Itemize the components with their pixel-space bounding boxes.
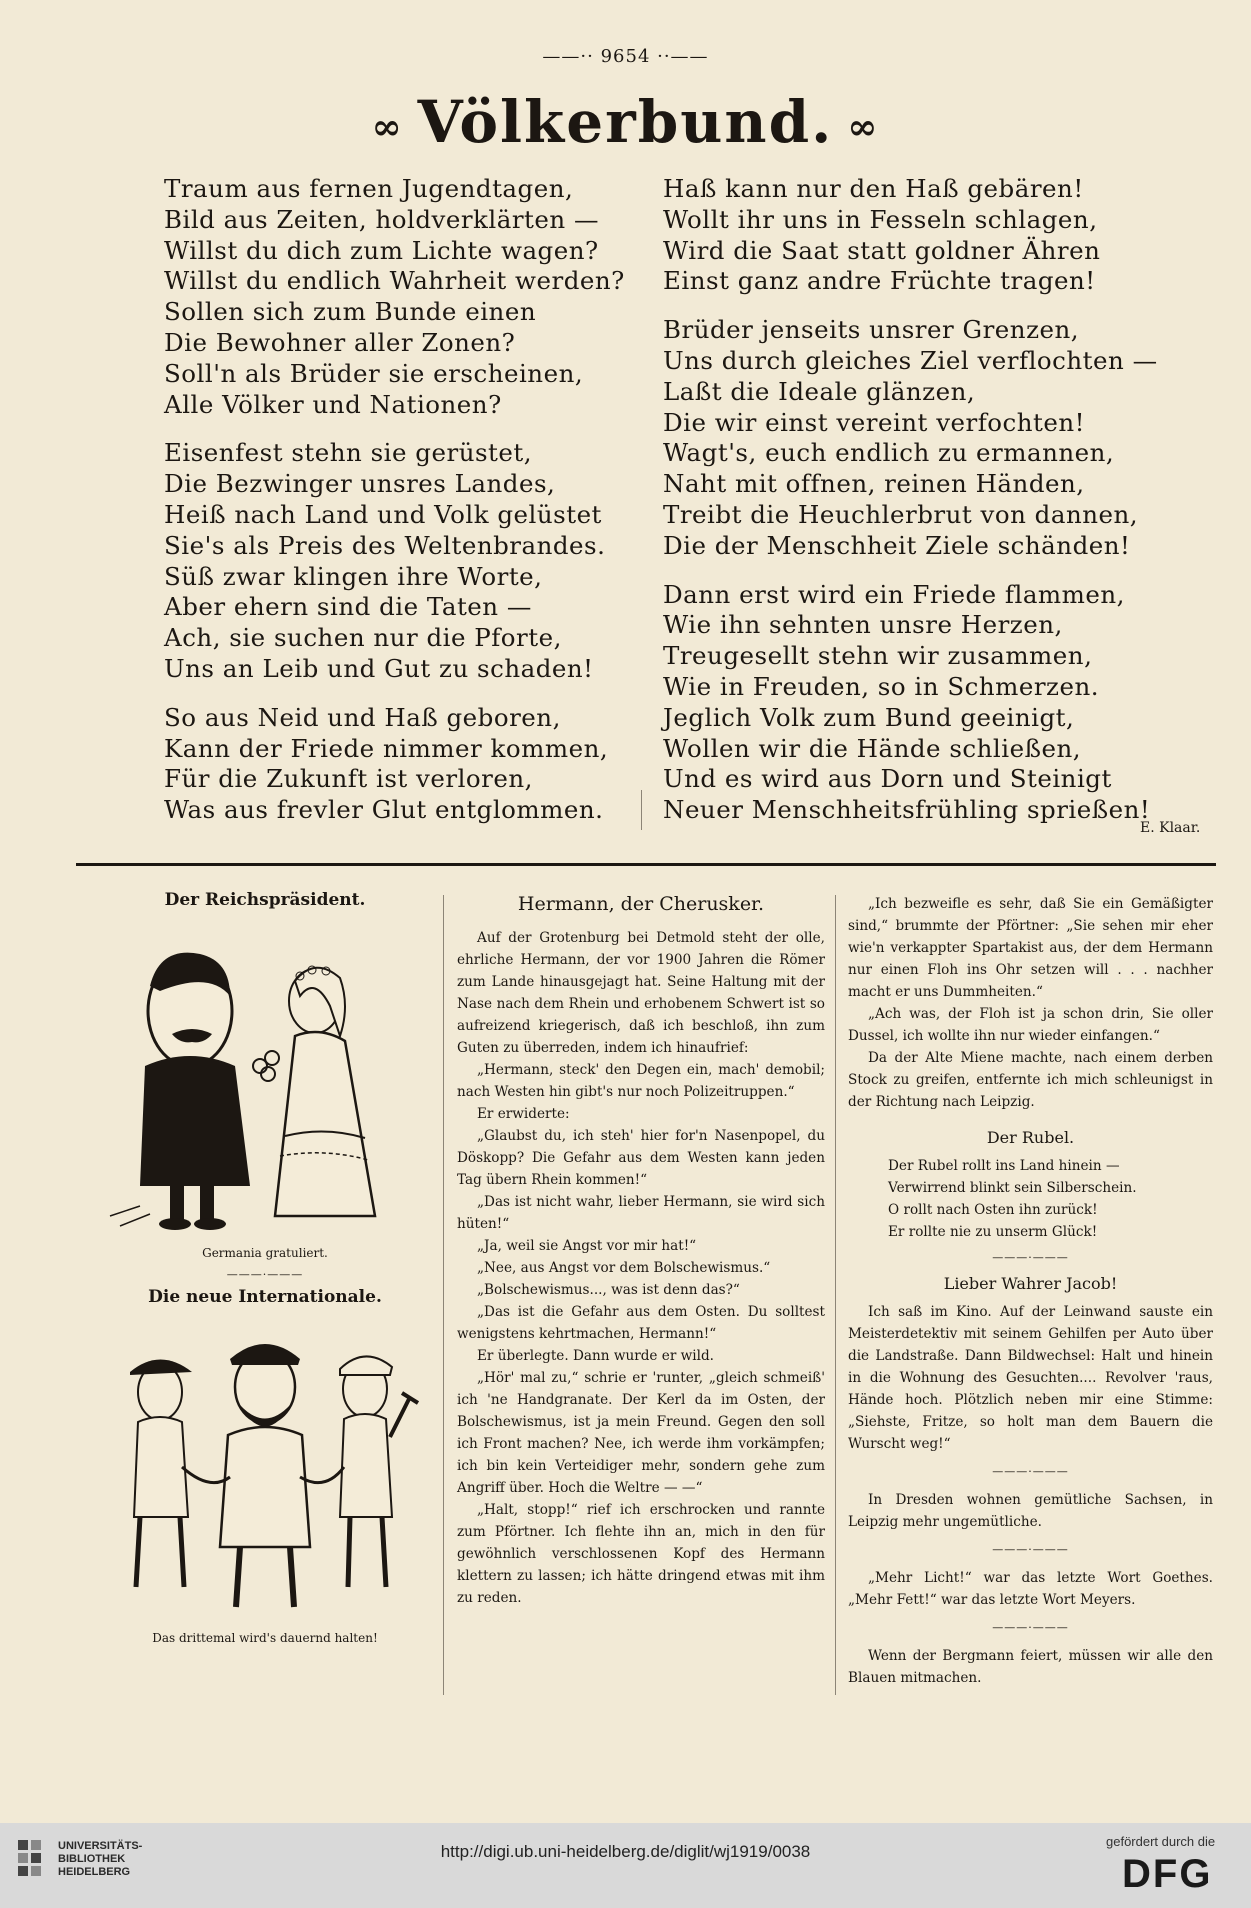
paragraph: „Ich bezweifle es sehr, daß Sie ein Gemäßigter sind,“ brummte der Pförtner: „Sie sehen mir eher wie'n verkappter Spartakist aus, der dem Hermann nur einen Floh ins Ohr setzen will . . . nachher macht er uns Dummheiten.“	[848, 896, 1213, 1000]
poem-line: Bild aus Zeiten, holdverklärten —	[164, 204, 599, 234]
paragraph: „Ach was, der Floh ist ja schon drin, Sie oller Dussel, ich wollte ihn nur wieder einfangen.“	[848, 1006, 1213, 1044]
poem-line: Heiß nach Land und Volk gelüstet	[164, 499, 602, 529]
paragraph: Ich saß im Kino. Auf der Leinwand sauste ein Meisterdetektiv mit seinem Gehilfen per Auto über die Landstraße. Dann Bildwechsel: Halt und hinein in die Wohnung des Gesuchten.... Revolver 'raus, Hände hoch. Plötzlich neben mir eine Stimme: „Siehste, Fritze, so holt man dem Bauern die Wurscht weg!“	[848, 1304, 1213, 1452]
separator: ———·———	[992, 1621, 1069, 1634]
section-divider	[76, 863, 1216, 866]
paragraph: Er erwiderte:	[477, 1106, 570, 1122]
poem-line: Wird die Saat statt goldner Ähren	[663, 235, 1101, 265]
poem-line: Ach, sie suchen nur die Pforte,	[164, 623, 562, 653]
poem-author: E. Klaar.	[1140, 820, 1201, 836]
paragraph: „Hermann, steck' den Degen ein, mach' demobil; nach Westen hin gibt's nur noch Polizeitruppen.“	[457, 1062, 825, 1100]
rubel-poem	[848, 1155, 1213, 1243]
cartoon2-title: Die neue Internationale.	[148, 1287, 382, 1307]
poem-line: Neuer Menschheitsfrühling sprießen!	[663, 795, 1151, 825]
poem-line: Er rollte nie zu unserm Glück!	[888, 1224, 1098, 1240]
right-column	[848, 893, 1213, 1689]
poem-divider	[641, 790, 642, 830]
poem-line: Brüder jenseits unsrer Grenzen,	[663, 315, 1080, 345]
poem-line: Naht mit offnen, reinen Händen,	[663, 469, 1085, 499]
paragraph: „Das ist nicht wahr, lieber Hermann, sie wird sich hüten!“	[457, 1194, 825, 1232]
poem-line: Treibt die Heuchlerbrut von dannen,	[663, 499, 1139, 529]
page-number: ——·· 9654 ··——	[542, 46, 709, 67]
poem-line: Uns an Leib und Gut zu schaden!	[164, 653, 594, 683]
ornament-right-icon: ∞	[847, 106, 880, 148]
logo-line: HEIDELBERG	[58, 1866, 131, 1878]
poem-line: Die Bewohner aller Zonen?	[164, 327, 516, 357]
paragraph: „Mehr Licht!“ war das letzte Wort Goethes. „Mehr Fett!“ war das letzte Wort Meyers.	[848, 1570, 1213, 1608]
poem-line: Traum aus fernen Jugendtagen,	[164, 174, 574, 203]
cartoon-reichspraesident-illustration	[100, 916, 430, 1246]
poem-line: Sie's als Preis des Weltenbrandes.	[164, 530, 606, 560]
poem-line: Kann der Friede nimmer kommen,	[164, 733, 609, 763]
column-divider	[835, 895, 836, 1695]
poem-line: Wie in Freuden, so in Schmerzen.	[663, 671, 1100, 701]
separator: ———·———	[992, 1251, 1069, 1264]
poem-line: Haß kann nur den Haß gebären!	[663, 174, 1084, 203]
paragraph: „Glaubst du, ich steh' hier for'n Nasenpopel, du Döskopp? Die Gefahr aus dem Westen kann jeden Tag übern Rhein kommen!“	[457, 1128, 825, 1188]
middle-column	[457, 893, 825, 1609]
column-divider	[443, 895, 444, 1695]
poem-line: Laßt die Ideale glänzen,	[663, 376, 976, 406]
logo-line: BIBLIOTHEK	[58, 1853, 126, 1865]
paragraph: „Ja, weil sie Angst vor mir hat!“	[477, 1238, 697, 1254]
poem-line: Wagt's, euch endlich zu ermannen,	[663, 438, 1115, 468]
poem-line: Willst du dich zum Lichte wagen?	[164, 235, 599, 265]
poem-line: Für die Zukunft ist verloren,	[164, 764, 533, 794]
paragraph: „Halt, stopp!“ rief ich erschrocken und rannte zum Pförtner. Ich flehte ihn an, mich in den für gewöhnlich verschlossenen Kopf des Hermann klettern zu lassen; ich hätte dringend etwas mit ihm zu reden.	[457, 1502, 825, 1606]
poem-line: Die wir einst vereint verfochten!	[663, 407, 1086, 437]
poem-line: Alle Völker und Nationen?	[164, 389, 502, 419]
poem-line: Und es wird aus Dorn und Steinigt	[663, 764, 1112, 794]
paragraph: In Dresden wohnen gemütliche Sachsen, in Leipzig mehr ungemütliche.	[848, 1492, 1213, 1530]
poem-right-column	[663, 174, 1158, 836]
source-url-link[interactable]: http://digi.ub.uni-heidelberg.de/diglit/wj1919/0038	[440, 1842, 811, 1861]
footer-bar	[0, 1823, 1251, 1908]
title-text: Völkerbund.	[417, 88, 834, 156]
poem-line: Jeglich Volk zum Bund geeinigt,	[663, 702, 1075, 732]
logo-line: UNIVERSITÄTS-	[58, 1840, 143, 1852]
poem-line: Eisenfest stehn sie gerüstet,	[164, 438, 533, 468]
paragraph: Er überlegte. Dann wurde er wild.	[477, 1348, 714, 1364]
rubel-title: Der Rubel.	[986, 1128, 1075, 1147]
poem-line: Uns durch gleiches Ziel verflochten —	[663, 345, 1158, 375]
cartoon-internationale-illustration	[100, 1317, 430, 1627]
poem-line: Dann erst wird ein Friede flammen,	[663, 579, 1125, 609]
poem-line: Der Rubel rollt ins Land hinein —	[888, 1158, 1120, 1174]
poem-line: Die der Menschheit Ziele schänden!	[663, 530, 1131, 560]
poem-line: Was aus frevler Glut entglommen.	[164, 795, 604, 825]
left-column	[100, 890, 430, 1645]
poem-stanza	[663, 579, 1151, 826]
paragraph: „Hör' mal zu,“ schrie er 'runter, „gleich schmeiß' ich 'ne Handgranate. Der Kerl da im Osten, der Bolschewismus, ist ja mein Freund. Gegen den soll ich Front machen? Nee, ich werde ihm vorkämpfen; ich bin kein Verteidiger mehr, sondern gehe zum Angriff über. Hoch die Weltre — —“	[457, 1370, 825, 1496]
poem-line: Süß zwar klingen ihre Worte,	[164, 561, 543, 591]
poem-line: Einst ganz andre Früchte tragen!	[663, 266, 1096, 296]
cartoon2-caption: Das drittemal wird's dauernd halten!	[152, 1631, 378, 1645]
paragraph: Auf der Grotenburg bei Detmold steht der olle, ehrliche Hermann, der vor 1900 Jahren die Römer zum Lande hinausgejagt hat. Seine Haltung mit der Nase nach dem Rhein und erhobenem Schwert ist so aufreizend kriegerisch, daß ich beschloß, ihn zum Guten zu überreden, indem ich hinaufrief:	[457, 930, 825, 1056]
poem-stanza	[663, 315, 1158, 561]
poem-line: Wollt ihr uns in Fesseln schlagen,	[663, 204, 1098, 234]
separator: ———·———	[992, 1465, 1069, 1478]
poem-line: Wollen wir die Hände schließen,	[663, 733, 1082, 763]
cartoon1-caption: Germania gratuliert.	[202, 1246, 328, 1260]
poem-line: So aus Neid und Haß geboren,	[164, 702, 561, 732]
poem-line: O rollt nach Osten ihn zurück!	[888, 1202, 1098, 1218]
poem-line: Willst du endlich Wahrheit werden?	[164, 266, 625, 296]
poem-stanza	[663, 174, 1133, 297]
page-title	[0, 88, 1251, 156]
jacob-title: Lieber Wahrer Jacob!	[943, 1274, 1118, 1293]
paragraph: „Das ist die Gefahr aus dem Osten. Du solltest wenigstens kehrtmachen, Hermann!“	[457, 1304, 825, 1342]
hermann-title: Hermann, der Cherusker.	[517, 893, 765, 915]
poem-line: Treugesellt stehn wir zusammen,	[663, 641, 1093, 671]
poem-stanza	[164, 438, 634, 684]
dfg-logo: DFG	[1122, 1852, 1213, 1896]
paragraph: „Nee, aus Angst vor dem Bolschewismus.“	[477, 1260, 771, 1276]
cartoon1-title: Der Reichspräsident.	[164, 890, 366, 910]
ornament-left-icon: ∞	[371, 106, 404, 148]
paragraph: „Bolschewismus..., was ist denn das?“	[477, 1282, 740, 1298]
poem-line: Soll'n als Brüder sie erscheinen,	[164, 358, 584, 388]
poem-left-column	[164, 174, 634, 836]
poem-line: Aber ehern sind die Taten —	[164, 592, 532, 622]
paragraph: Da der Alte Miene machte, nach einem derben Stock zu greifen, entfernte ich mich schleunigst in der Richtung nach Leipzig.	[848, 1050, 1213, 1110]
separator: ———·———	[992, 1543, 1069, 1556]
poem-line: Verwirrend blinkt sein Silberschein.	[888, 1180, 1137, 1196]
funded-by-label: gefördert durch die	[1106, 1834, 1216, 1849]
paragraph: Wenn der Bergmann feiert, müssen wir alle den Blauen mitmachen.	[848, 1648, 1213, 1686]
poem-line: Sollen sich zum Bunde einen	[164, 297, 537, 327]
poem-line: Wie ihn sehnten unsre Herzen,	[663, 610, 1063, 640]
poem-stanza	[164, 703, 634, 826]
poem-line: Die Bezwinger unsres Landes,	[164, 469, 556, 499]
separator: ———·———	[226, 1268, 304, 1281]
poem-stanza	[164, 174, 634, 420]
